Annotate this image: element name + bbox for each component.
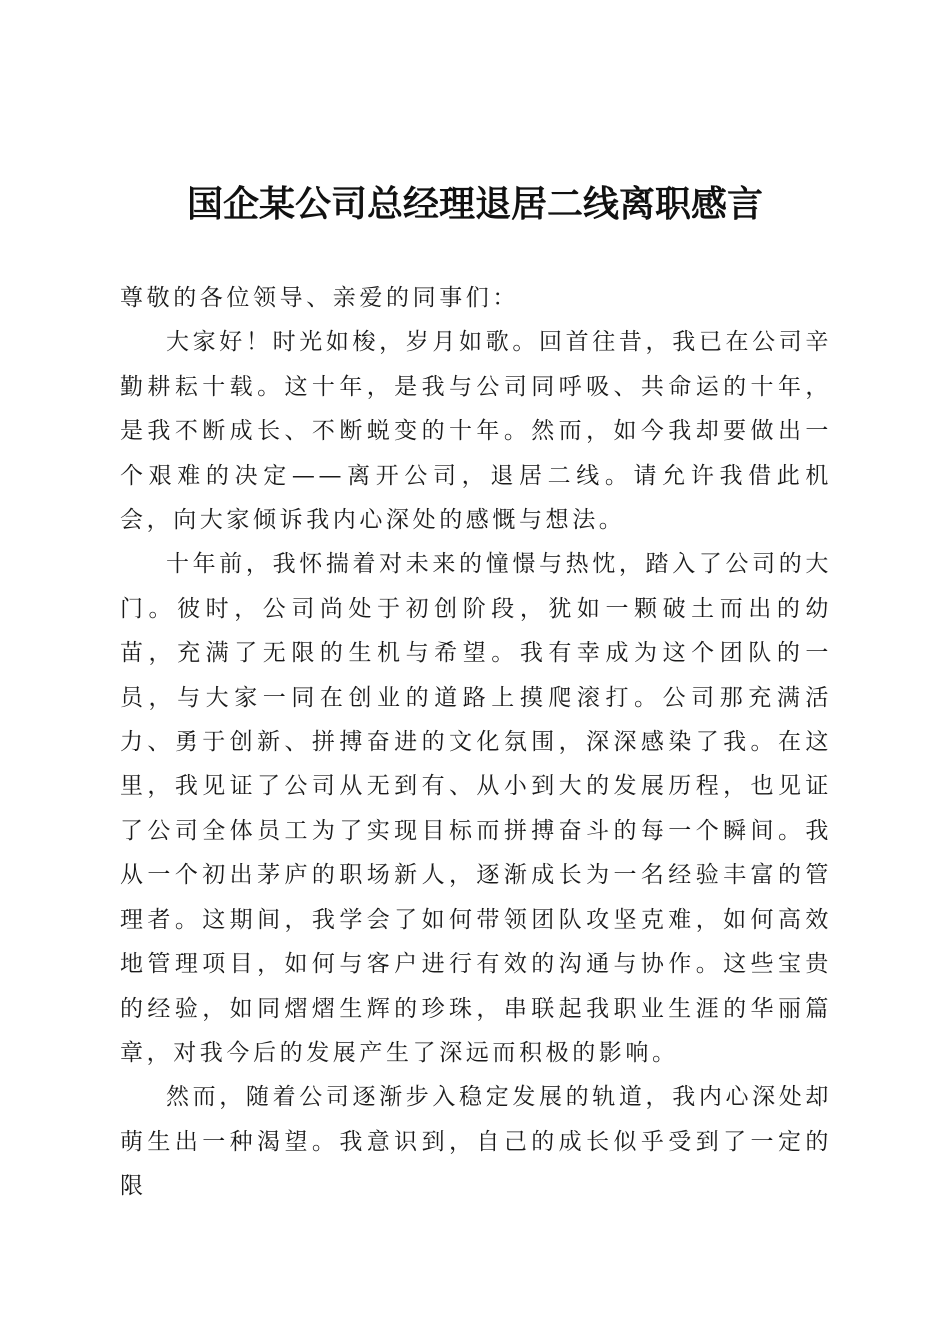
paragraph-1: 大家好！时光如梭，岁月如歌。回首往昔，我已在公司辛勤耕耘十载。这十年，是我与公司同呼吸、共命运的十年，是我不断成长、不断蜕变的十年。然而，如今我却要做出一个艰难的决定——离开公司，退居二线。请允许我借此机会，向大家倾诉我内心深处的感慨与想法。	[120, 329, 832, 534]
paragraph-2: 十年前，我怀揣着对未来的憧憬与热忱，踏入了公司的大门。彼时，公司尚处于初创阶段，犹如一颗破土而出的幼苗，充满了无限的生机与希望。我有幸成为这个团队的一员，与大家一同在创业的道路上摸爬滚打。公司那充满活力、勇于创新、拼搏奋进的文化氛围，深深感染了我。在这里，我见证了公司从无到有、从小到大的发展历程，也见证了公司全体员工为了实现目标而拼搏奋斗的每一个瞬间。我从一个初出茅庐的职场新人，逐渐成长为一名经验丰富的管理者。这期间，我学会了如何带领团队攻坚克难，如何高效地管理项目，如何与客户进行有效的沟通与协作。这些宝贵的经验，如同熠熠生辉的珍珠，串联起我职业生涯的华丽篇章，对我今后的发展产生了深远而积极的影响。	[120, 551, 832, 1066]
document-title: 国企某公司总经理退居二线离职感言	[186, 183, 763, 225]
salutation: 尊敬的各位领导、亲爱的同事们：	[120, 285, 519, 311]
paragraph-3: 然而，随着公司逐渐步入稳定发展的轨道，我内心深处却萌生出一种渴望。我意识到，自己的成长似乎受到了一定的限	[120, 1084, 832, 1200]
document-body	[120, 276, 832, 1209]
